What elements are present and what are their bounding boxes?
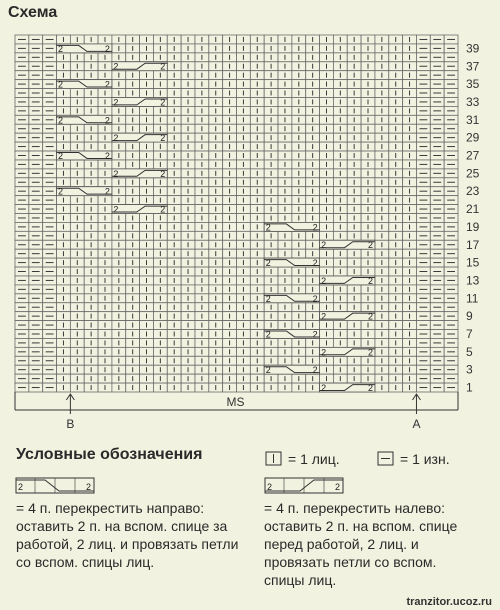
cable-cross (112, 62, 167, 72)
right-cross-number-right: 2 (86, 482, 92, 492)
cable-number: 2 (312, 222, 318, 233)
cable-number: 2 (58, 150, 64, 161)
row-number: 25 (466, 166, 480, 181)
cable-number: 2 (265, 293, 271, 304)
row-number: 21 (466, 202, 480, 217)
cable-number: 2 (160, 168, 166, 179)
cable-number: 2 (113, 168, 119, 179)
cable-cross (264, 329, 319, 339)
cable-cross (57, 151, 112, 161)
row-number: 23 (466, 184, 480, 199)
cable-cross (112, 205, 167, 215)
cable-number: 2 (265, 329, 271, 340)
cable-number: 2 (160, 61, 166, 72)
cable-number: 2 (321, 347, 327, 358)
right-cross-legend-text: = 4 п. перекрестить направо: оставить 2 п. на вспом. спице за работой, 2 лиц. и провязать петли со вспом. спицы лиц. (16, 500, 239, 570)
knit-legend-text: = 1 лиц. (288, 451, 340, 467)
cable-cross (112, 133, 167, 143)
cable-cross (57, 187, 112, 197)
cable-cross (264, 294, 319, 304)
right-cross-number-left: 2 (18, 482, 24, 492)
cable-cross (57, 80, 112, 90)
watermark: tranzitor.ucoz.ru (406, 596, 492, 608)
cable-number: 2 (104, 79, 110, 90)
repeat-bracket (15, 392, 458, 431)
cable-cross (112, 97, 167, 107)
cable-number: 2 (312, 365, 318, 376)
row-number: 31 (466, 112, 480, 127)
legend-heading: Условные обозначения (16, 446, 203, 463)
cable-cross (264, 365, 319, 375)
row-number: 9 (466, 309, 473, 324)
cable-number: 2 (321, 311, 327, 322)
cable-number: 2 (104, 186, 110, 197)
cable-number: 2 (321, 275, 327, 286)
cable-number: 2 (321, 383, 327, 393)
knit-symbol-icon (265, 451, 283, 467)
cable-number: 2 (58, 79, 64, 90)
cable-number: 2 (58, 186, 64, 197)
row-number: 33 (466, 94, 480, 109)
row-number: 29 (466, 130, 480, 145)
row-number: 15 (466, 255, 480, 270)
left-cross-symbol-icon (264, 477, 346, 495)
label-ms: MS (226, 395, 245, 409)
cable-cross (57, 44, 112, 54)
row-number: 27 (466, 148, 480, 163)
cable-number: 2 (113, 204, 119, 215)
cable-number: 2 (113, 133, 119, 144)
cable-number: 2 (104, 150, 110, 161)
chart-title: Схема (8, 4, 58, 21)
cable-number: 2 (160, 97, 166, 108)
cable-number: 2 (104, 43, 110, 54)
row-number: 37 (466, 59, 480, 74)
cable-number: 2 (58, 43, 64, 54)
cable-cross (320, 240, 375, 250)
row-number: 19 (466, 219, 480, 234)
cable-number: 2 (367, 275, 373, 286)
cable-number: 2 (265, 365, 271, 376)
cable-cross (112, 169, 167, 179)
left-cross-number-right: 2 (335, 482, 341, 492)
label-a: A (412, 417, 421, 431)
cable-cross (320, 347, 375, 357)
cable-number: 2 (58, 115, 64, 126)
cable-number: 2 (265, 222, 271, 233)
row-number: 1 (466, 380, 473, 395)
left-cross-legend-text: = 4 п. перекрестить налево: оставить 2 п. на вспом. спице перед работой, 2 лиц. и провязать петли со вспом. спицы лиц. (264, 500, 458, 588)
left-cross-number-left: 2 (267, 482, 273, 492)
cable-number: 2 (312, 258, 318, 269)
cable-cross (320, 383, 375, 393)
cable-number: 2 (113, 61, 119, 72)
cable-number: 2 (367, 240, 373, 251)
row-number: 35 (466, 77, 480, 92)
row-number: 7 (466, 327, 473, 342)
right-cross-symbol-icon (15, 477, 97, 495)
cable-number: 2 (312, 293, 318, 304)
row-number: 13 (466, 273, 480, 288)
cable-number: 2 (160, 133, 166, 144)
row-number: 3 (466, 362, 473, 377)
cable-number: 2 (113, 97, 119, 108)
row-number: 11 (466, 291, 479, 306)
cable-cross (57, 115, 112, 125)
cable-cross (264, 222, 319, 232)
cable-number: 2 (367, 383, 373, 393)
purl-symbol-icon (377, 451, 395, 467)
cable-number: 2 (367, 347, 373, 358)
cable-number: 2 (104, 115, 110, 126)
row-number: 39 (466, 41, 480, 56)
cable-number: 2 (367, 311, 373, 322)
cable-number: 2 (321, 240, 327, 251)
row-number: 17 (466, 237, 480, 252)
cable-cross (320, 312, 375, 322)
purl-legend-text: = 1 изн. (400, 451, 450, 467)
cable-cross (264, 258, 319, 268)
cable-cross (320, 276, 375, 286)
cable-number: 2 (265, 258, 271, 269)
row-number: 5 (466, 344, 473, 359)
cable-number: 2 (312, 329, 318, 340)
label-b: B (66, 417, 75, 431)
cable-number: 2 (160, 204, 166, 215)
